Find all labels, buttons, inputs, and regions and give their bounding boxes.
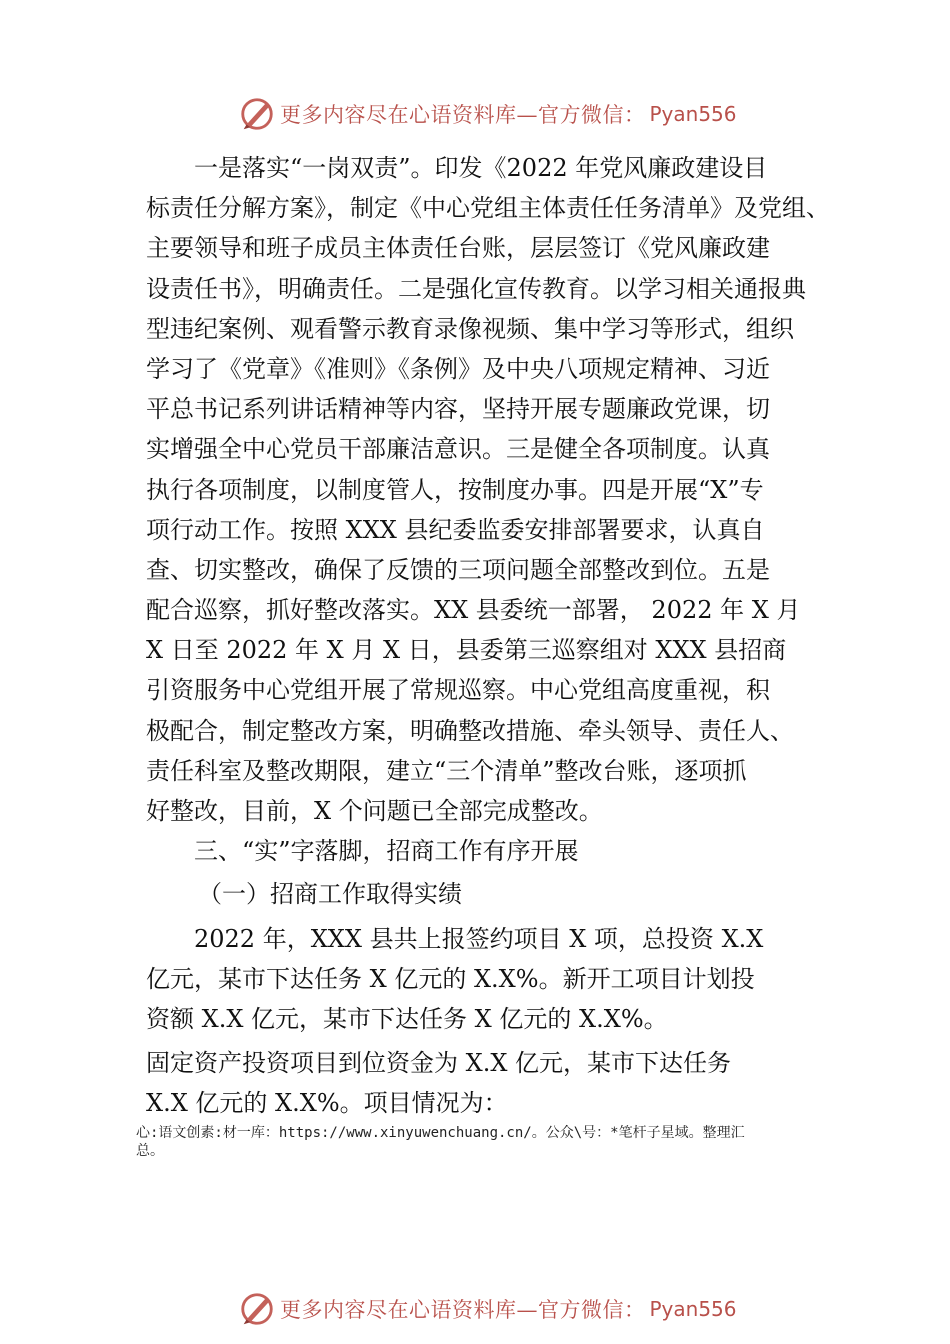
paragraph-line: 一是落实“一岗双责”。印发《2022 年党风廉政建设目: [194, 154, 768, 182]
header-banner-id: Pyan556: [649, 102, 737, 126]
paragraph-line: 平总书记系列讲话精神等内容，坚持开展专题廉政党课，切: [146, 395, 770, 424]
section-heading: 三、“实”字落脚，招商工作有序开展: [194, 837, 579, 866]
paragraph-line: 设责任书》，明确责任。二是强化宣传教育。以学习相关通报典: [146, 274, 806, 303]
footer-banner-id: Pyan556: [649, 1297, 737, 1321]
header-banner[interactable]: [238, 94, 758, 134]
paragraph-line: 标责任分解方案》，制定《中心党组主体责任任务清单》及党组、: [146, 194, 830, 223]
paragraph-line: 好整改，目前，X 个问题已全部完成整改。: [146, 797, 603, 825]
paragraph-line: 主要领导和班子成员主体责任台账，层层签订《党风廉政建: [146, 234, 770, 263]
footnote-line: 总。: [136, 1143, 164, 1159]
paragraph-line: 2022 年，XXX 县共上报签约项目 X 项，总投资 X.X: [194, 924, 764, 953]
paragraph-line: X 日至 2022 年 X 月 X 日，县委第三巡察组对 XXX 县招商: [146, 636, 787, 665]
source-footnote: [136, 1124, 842, 1160]
paragraph-line: 亿元，某市下达任务 X 亿元的 X.X%。新开工项目计划投: [146, 964, 755, 993]
paragraph-line: 项行动工作。按照 XXX 县纪委监委安排部署要求，认真自: [146, 515, 765, 544]
paragraph-line: 配合巡察，抓好整改落实。XX 县委统一部署， 2022 年 X 月: [146, 596, 801, 625]
document-body: [146, 148, 846, 1124]
paragraph-line: 实增强全中心党员干部廉洁意识。三是健全各项制度。认真: [146, 435, 770, 464]
paragraph-line: X.X 亿元的 X.X%。项目情况为：: [146, 1089, 508, 1118]
pen-logo-icon: [238, 1290, 276, 1328]
paragraph-line: 引资服务中心党组开展了常规巡察。中心党组高度重视，积: [146, 676, 770, 705]
footer-banner-text: 更多内容尽在心语资料库—官方微信：: [280, 1298, 646, 1322]
footer-banner[interactable]: [238, 1289, 758, 1329]
pen-logo-icon: [238, 95, 276, 133]
paragraph-line: 查、切实整改，确保了反馈的三项问题全部整改到位。五是: [146, 555, 770, 584]
header-banner-text: 更多内容尽在心语资料库—官方微信：: [280, 103, 646, 127]
subsection-heading: （一）招商工作取得实绩: [198, 880, 462, 909]
paragraph-line: 资额 X.X 亿元，某市下达任务 X 亿元的 X.X%。: [146, 1004, 668, 1033]
paragraph-line: 责任科室及整改期限，建立“三个清单”整改台账，逐项抓: [146, 756, 747, 785]
paragraph-line: 学习了《党章》《准则》《条例》及中央八项规定精神、习近: [146, 354, 770, 383]
footnote-line: 心:语文创素:材一库：https://www.xinyuwenchuang.cn/。公众\号：*笔杆子星域。整理汇: [136, 1125, 745, 1141]
paragraph-line: 固定资产投资项目到位资金为 X.X 亿元，某市下达任务: [146, 1049, 732, 1078]
paragraph-line: 执行各项制度，以制度管人，按制度办事。四是开展“X”专: [146, 475, 764, 504]
paragraph-line: 型违纪案例、观看警示教育录像视频、集中学习等形式，组织: [146, 314, 794, 343]
paragraph-line: 极配合，制定整改方案，明确整改措施、牵头领导、责任人、: [146, 716, 794, 745]
